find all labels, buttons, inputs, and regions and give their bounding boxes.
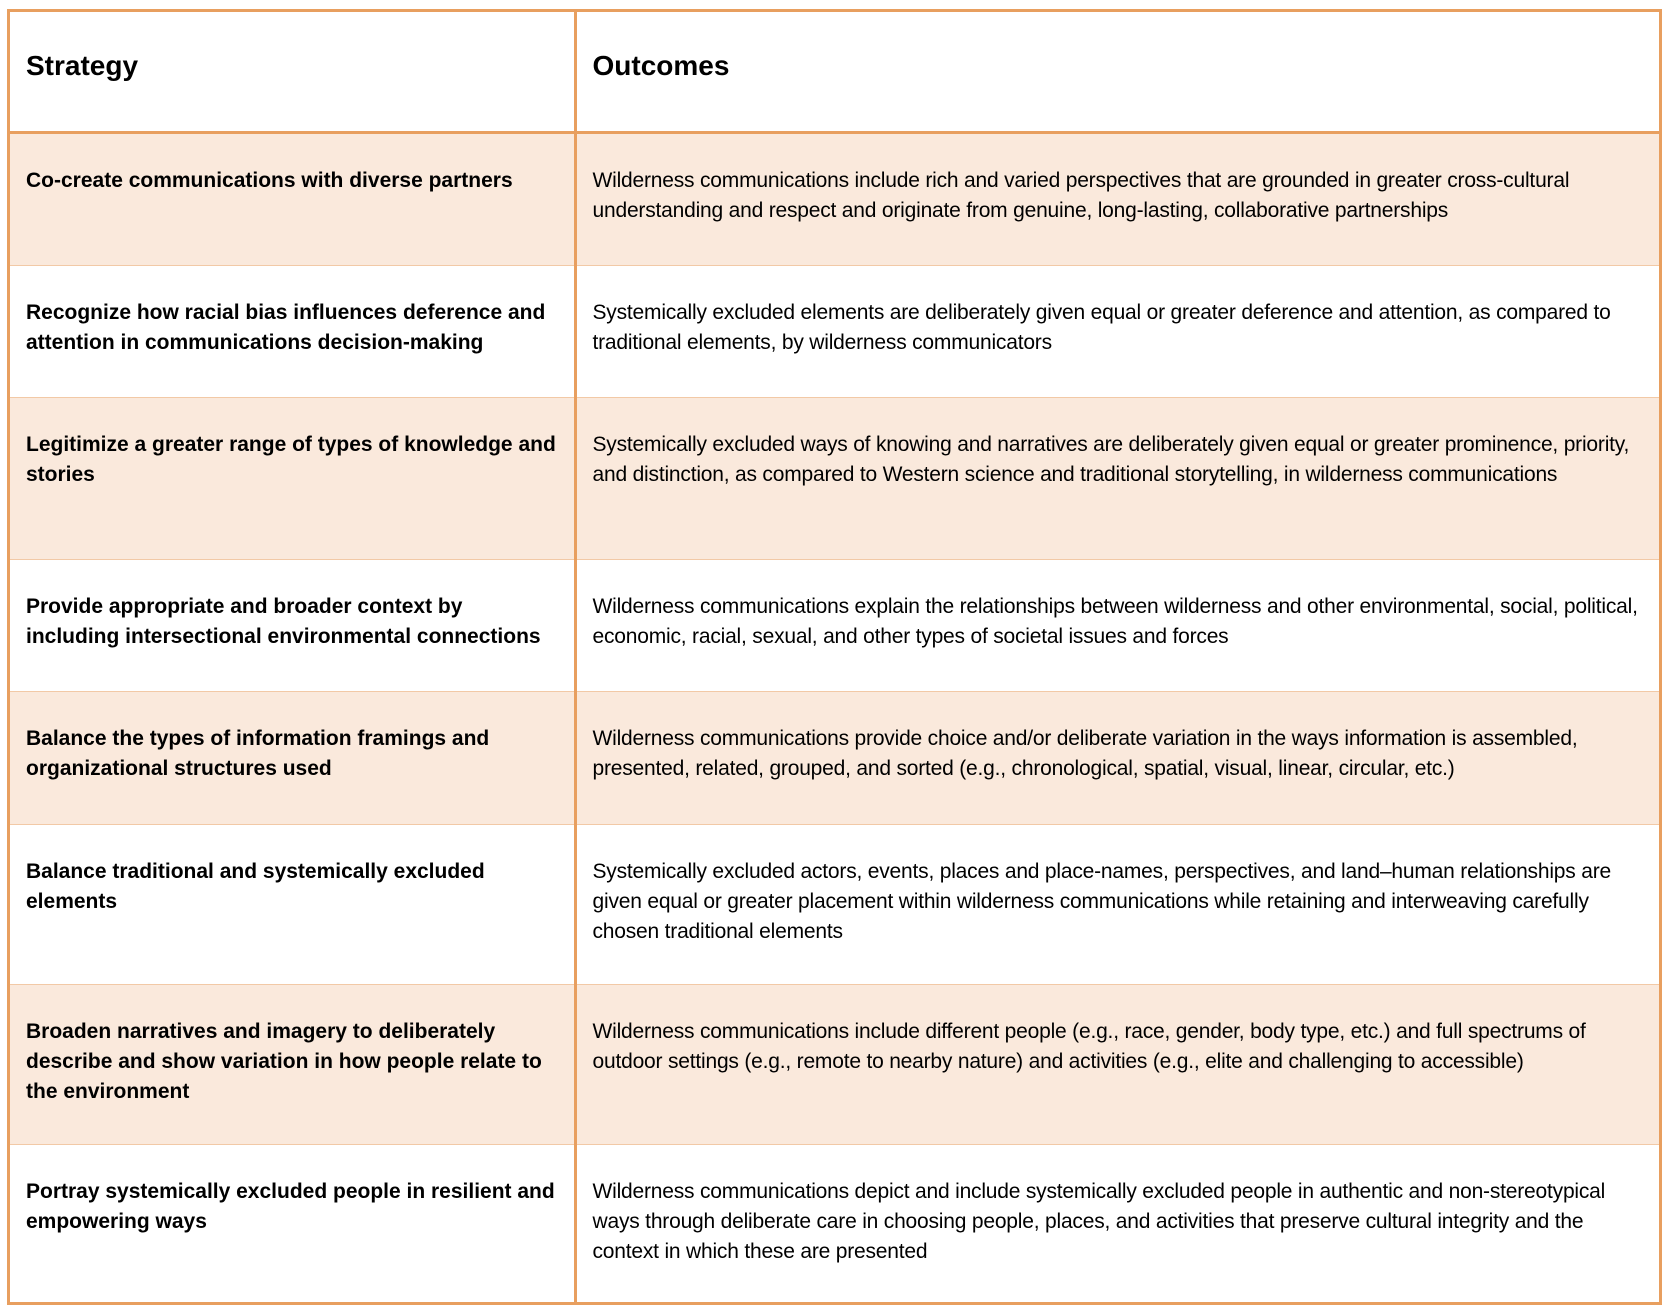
table-row (10, 984, 1659, 1144)
strategy-cell: Provide appropriate and broader context by including intersectional environmental connections (10, 559, 575, 691)
outcome-cell: Systemically excluded ways of knowing and narratives are deliberately given equal or greater prominence, priority, and distinction, as compared to Western science and traditional storytelling, in wilderness communications (575, 397, 1659, 559)
header-strategy: Strategy (10, 12, 575, 132)
table-row (10, 265, 1659, 397)
table-body (10, 132, 1659, 1302)
strategy-cell: Legitimize a greater range of types of knowledge and stories (10, 397, 575, 559)
table-row (10, 559, 1659, 691)
strategy-cell: Balance traditional and systemically excluded elements (10, 824, 575, 984)
strategy-outcomes-table (10, 12, 1659, 1302)
header-row (10, 12, 1659, 132)
outcome-cell: Wilderness communications include different people (e.g., race, gender, body type, etc.) and full spectrums of outdoor settings (e.g., remote to nearby nature) and activities (e.g., elite and challenging to accessible) (575, 984, 1659, 1144)
strategy-cell: Balance the types of information framings and organizational structures used (10, 691, 575, 824)
header-outcomes: Outcomes (575, 12, 1659, 132)
outcome-cell: Systemically excluded elements are deliberately given equal or greater deference and attention, as compared to traditional elements, by wilderness communicators (575, 265, 1659, 397)
outcome-cell: Wilderness communications depict and include systemically excluded people in authentic and non-stereotypical ways through deliberate care in choosing people, places, and activities that preserve cultural integrity and the context in which these are presented (575, 1144, 1659, 1302)
table-row (10, 691, 1659, 824)
strategy-cell: Co-create communications with diverse partners (10, 132, 575, 265)
table-row (10, 397, 1659, 559)
table-header (10, 12, 1659, 132)
strategy-cell: Recognize how racial bias influences deference and attention in communications decision-making (10, 265, 575, 397)
outcome-cell: Wilderness communications explain the relationships between wilderness and other environmental, social, political, economic, racial, sexual, and other types of societal issues and forces (575, 559, 1659, 691)
strategy-cell: Portray systemically excluded people in resilient and empowering ways (10, 1144, 575, 1302)
strategy-cell: Broaden narratives and imagery to deliberately describe and show variation in how people relate to the environment (10, 984, 575, 1144)
table-row (10, 132, 1659, 265)
table-row (10, 1144, 1659, 1302)
outcome-cell: Wilderness communications include rich and varied perspectives that are grounded in greater cross-cultural understanding and respect and originate from genuine, long-lasting, collaborative partnerships (575, 132, 1659, 265)
strategy-outcomes-table-container (7, 9, 1662, 1305)
outcome-cell: Wilderness communications provide choice and/or deliberate variation in the ways information is assembled, presented, related, grouped, and sorted (e.g., chronological, spatial, visual, linear, circular, etc.) (575, 691, 1659, 824)
table-row (10, 824, 1659, 984)
outcome-cell: Systemically excluded actors, events, places and place-names, perspectives, and land–human relationships are given equal or greater placement within wilderness communications while retaining and interweaving carefully chosen traditional elements (575, 824, 1659, 984)
